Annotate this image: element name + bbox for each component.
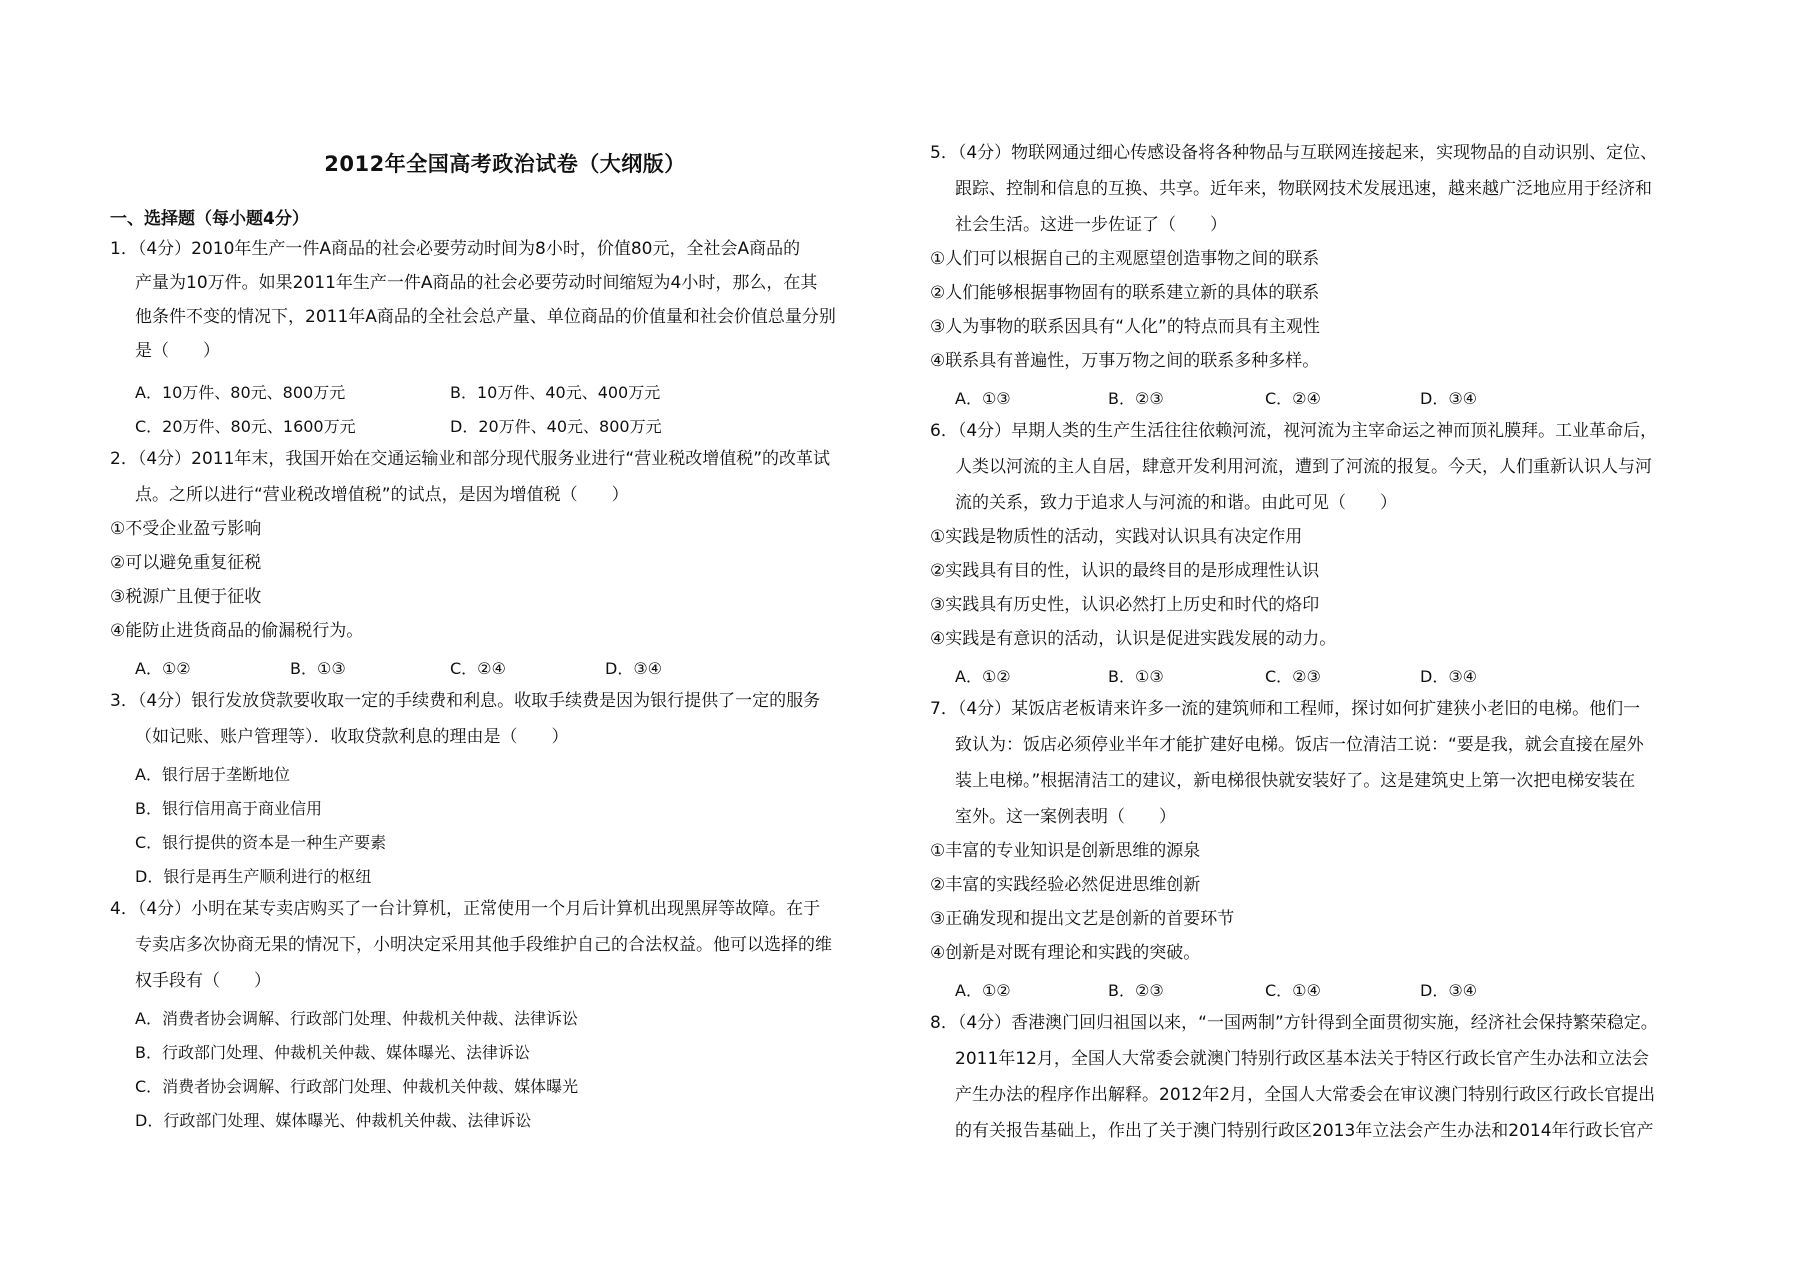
q8-stem-line-4: 的有关报告基础上，作出了关于澳门特别行政区2013年立法会产生办法和2014年行政长官产 bbox=[955, 1121, 1654, 1141]
q5-statement-2: ②人们能够根据事物固有的联系建立新的具体的联系 bbox=[930, 283, 1320, 303]
q6-statement-2: ②实践具有目的性，认识的最终目的是形成理性认识 bbox=[930, 561, 1320, 581]
q7-stem-line-1: 7．（4分）某饭店老板请来许多一流的建筑师和工程师，探讨如何扩建狭小老旧的电梯。他们一 bbox=[930, 699, 1641, 719]
q5-stem-line-1: 5．（4分）物联网通过细心传感设备将各种物品与互联网连接起来，实现物品的自动识别、定位、 bbox=[930, 143, 1658, 163]
q7-statement-3: ③正确发现和提出文艺是创新的首要环节 bbox=[930, 909, 1235, 929]
q5-option-c: C．②④ bbox=[1265, 389, 1321, 408]
q7-statement-1: ①丰富的专业知识是创新思维的源泉 bbox=[930, 841, 1201, 861]
q5-option-d: D．③④ bbox=[1420, 389, 1478, 408]
q2-option-d: D．③④ bbox=[605, 659, 663, 678]
q2-stem-line-2: 点。之所以进行“营业税改增值税”的试点，是因为增值税（ ） bbox=[135, 485, 629, 505]
q3-option-c: C．银行提供的资本是一种生产要素 bbox=[135, 833, 387, 852]
q1-stem-line-3: 他条件不变的情况下，2011年A商品的全社会总产量、单位商品的价值量和社会价值总量分别 bbox=[135, 307, 836, 327]
q5-statement-1: ①人们可以根据自己的主观愿望创造事物之间的联系 bbox=[930, 249, 1320, 269]
q2-stem-line-1: 2．（4分）2011年末，我国开始在交通运输业和部分现代服务业进行“营业税改增值税”的改革试 bbox=[110, 449, 831, 469]
q2-option-c: C．②④ bbox=[450, 659, 506, 678]
q3-stem-line-1: 3．（4分）银行发放贷款要收取一定的手续费和利息。收取手续费是因为银行提供了一定的服务 bbox=[110, 691, 821, 711]
page-title: 2012年全国高考政治试卷（大纲版） bbox=[324, 152, 686, 176]
q5-statement-3: ③人为事物的联系因具有“人化”的特点而具有主观性 bbox=[930, 317, 1320, 337]
q5-stem-line-3: 社会生活。这进一步佐证了（ ） bbox=[955, 215, 1227, 235]
q8-stem-line-1: 8．（4分）香港澳门回归祖国以来，“一国两制”方针得到全面贯彻实施，经济社会保持繁荣稳定。 bbox=[930, 1013, 1658, 1033]
q1-stem-line-2: 产量为10万件。如果2011年生产一件A商品的社会必要劳动时间缩短为4小时，那么，在其 bbox=[135, 273, 818, 293]
q2-statement-3: ③税源广且便于征收 bbox=[110, 587, 262, 607]
section-heading: 一、选择题（每小题4分） bbox=[110, 209, 309, 229]
q1-option-b: B．10万件、40元、400万元 bbox=[450, 383, 661, 402]
q4-option-d: D．行政部门处理、媒体曝光、仲裁机关仲裁、法律诉讼 bbox=[135, 1111, 532, 1130]
q1-option-a: A．10万件、80元、800万元 bbox=[135, 383, 346, 402]
q2-statement-2: ②可以避免重复征税 bbox=[110, 553, 262, 573]
q4-option-c: C．消费者协会调解、行政部门处理、仲裁机关仲裁、媒体曝光 bbox=[135, 1077, 579, 1096]
q4-stem-line-2: 专卖店多次协商无果的情况下，小明决定采用其他手段维护自己的合法权益。他可以选择的维 bbox=[135, 935, 832, 955]
q7-option-a: A．①② bbox=[955, 981, 1011, 1000]
q2-statement-4: ④能防止进货商品的偷漏税行为。 bbox=[110, 621, 364, 641]
q5-statement-4: ④联系具有普遍性，万事万物之间的联系多种多样。 bbox=[930, 351, 1320, 371]
q6-option-b: B．①③ bbox=[1108, 667, 1164, 686]
q3-option-d: D．银行是再生产顺利进行的枢纽 bbox=[135, 867, 372, 886]
q7-option-b: B．②③ bbox=[1108, 981, 1164, 1000]
q6-option-a: A．①② bbox=[955, 667, 1011, 686]
q3-option-a: A．银行居于垄断地位 bbox=[135, 765, 290, 784]
q7-statement-4: ④创新是对既有理论和实践的突破。 bbox=[930, 943, 1201, 963]
q6-stem-line-1: 6．（4分）早期人类的生产生活往往依赖河流，视河流为主宰命运之神而顶礼膜拜。工业革命后， bbox=[930, 421, 1658, 441]
q5-option-a: A．①③ bbox=[955, 389, 1011, 408]
q2-statement-1: ①不受企业盈亏影响 bbox=[110, 519, 262, 539]
q2-option-a: A．①② bbox=[135, 659, 191, 678]
q4-option-b: B．行政部门处理、仲裁机关仲裁、媒体曝光、法律诉讼 bbox=[135, 1043, 530, 1062]
q6-statement-4: ④实践是有意识的活动，认识是促进实践发展的动力。 bbox=[930, 629, 1337, 649]
q5-stem-line-2: 跟踪、控制和信息的互换、共享。近年来，物联网技术发展迅速，越来越广泛地应用于经济和 bbox=[955, 179, 1652, 199]
q7-stem-line-3: 装上电梯。”根据清洁工的建议，新电梯很快就安装好了。这是建筑史上第一次把电梯安装在 bbox=[955, 771, 1636, 791]
q3-option-b: B．银行信用高于商业信用 bbox=[135, 799, 322, 818]
q8-stem-line-3: 产生办法的程序作出解释。2012年2月，全国人大常委会在审议澳门特别行政区行政长官提出 bbox=[955, 1085, 1656, 1105]
q6-statement-1: ①实践是物质性的活动，实践对认识具有决定作用 bbox=[930, 527, 1303, 547]
q6-option-c: C．②③ bbox=[1265, 667, 1321, 686]
q6-stem-line-2: 人类以河流的主人自居，肆意开发利用河流，遭到了河流的报复。今天，人们重新认识人与河 bbox=[955, 457, 1652, 477]
q6-option-d: D．③④ bbox=[1420, 667, 1478, 686]
q8-stem-line-2: 2011年12月，全国人大常委会就澳门特别行政区基本法关于特区行政长官产生办法和立法会 bbox=[955, 1049, 1649, 1069]
q7-statement-2: ②丰富的实践经验必然促进思维创新 bbox=[930, 875, 1201, 895]
q5-option-b: B．②③ bbox=[1108, 389, 1164, 408]
q1-option-c: C．20万件、80元、1600万元 bbox=[135, 417, 356, 436]
q7-stem-line-2: 致认为：饭店必须停业半年才能扩建好电梯。饭店一位清洁工说：“要是我，就会直接在屋外 bbox=[955, 735, 1644, 755]
q2-option-b: B．①③ bbox=[290, 659, 346, 678]
q1-stem-line-1: 1．（4分）2010年生产一件A商品的社会必要劳动时间为8小时，价值80元，全社会A商品的 bbox=[110, 239, 801, 259]
q6-stem-line-3: 流的关系，致力于追求人与河流的和谐。由此可见（ ） bbox=[955, 493, 1397, 513]
q7-option-c: C．①④ bbox=[1265, 981, 1321, 1000]
q4-stem-line-3: 权手段有（ ） bbox=[135, 971, 271, 991]
q7-stem-line-4: 室外。这一案例表明（ ） bbox=[955, 807, 1176, 827]
q1-option-d: D．20万件、40元、800万元 bbox=[450, 417, 662, 436]
q1-stem-line-4: 是（ ） bbox=[135, 341, 220, 361]
q7-option-d: D．③④ bbox=[1420, 981, 1478, 1000]
q6-statement-3: ③实践具有历史性，认识必然打上历史和时代的烙印 bbox=[930, 595, 1320, 615]
q4-stem-line-1: 4．（4分）小明在某专卖店购买了一台计算机，正常使用一个月后计算机出现黑屏等故障。在于 bbox=[110, 899, 821, 919]
q4-option-a: A．消费者协会调解、行政部门处理、仲裁机关仲裁、法律诉讼 bbox=[135, 1009, 578, 1028]
q3-stem-line-2: （如记账、账户管理等）．收取贷款利息的理由是（ ） bbox=[135, 727, 569, 747]
